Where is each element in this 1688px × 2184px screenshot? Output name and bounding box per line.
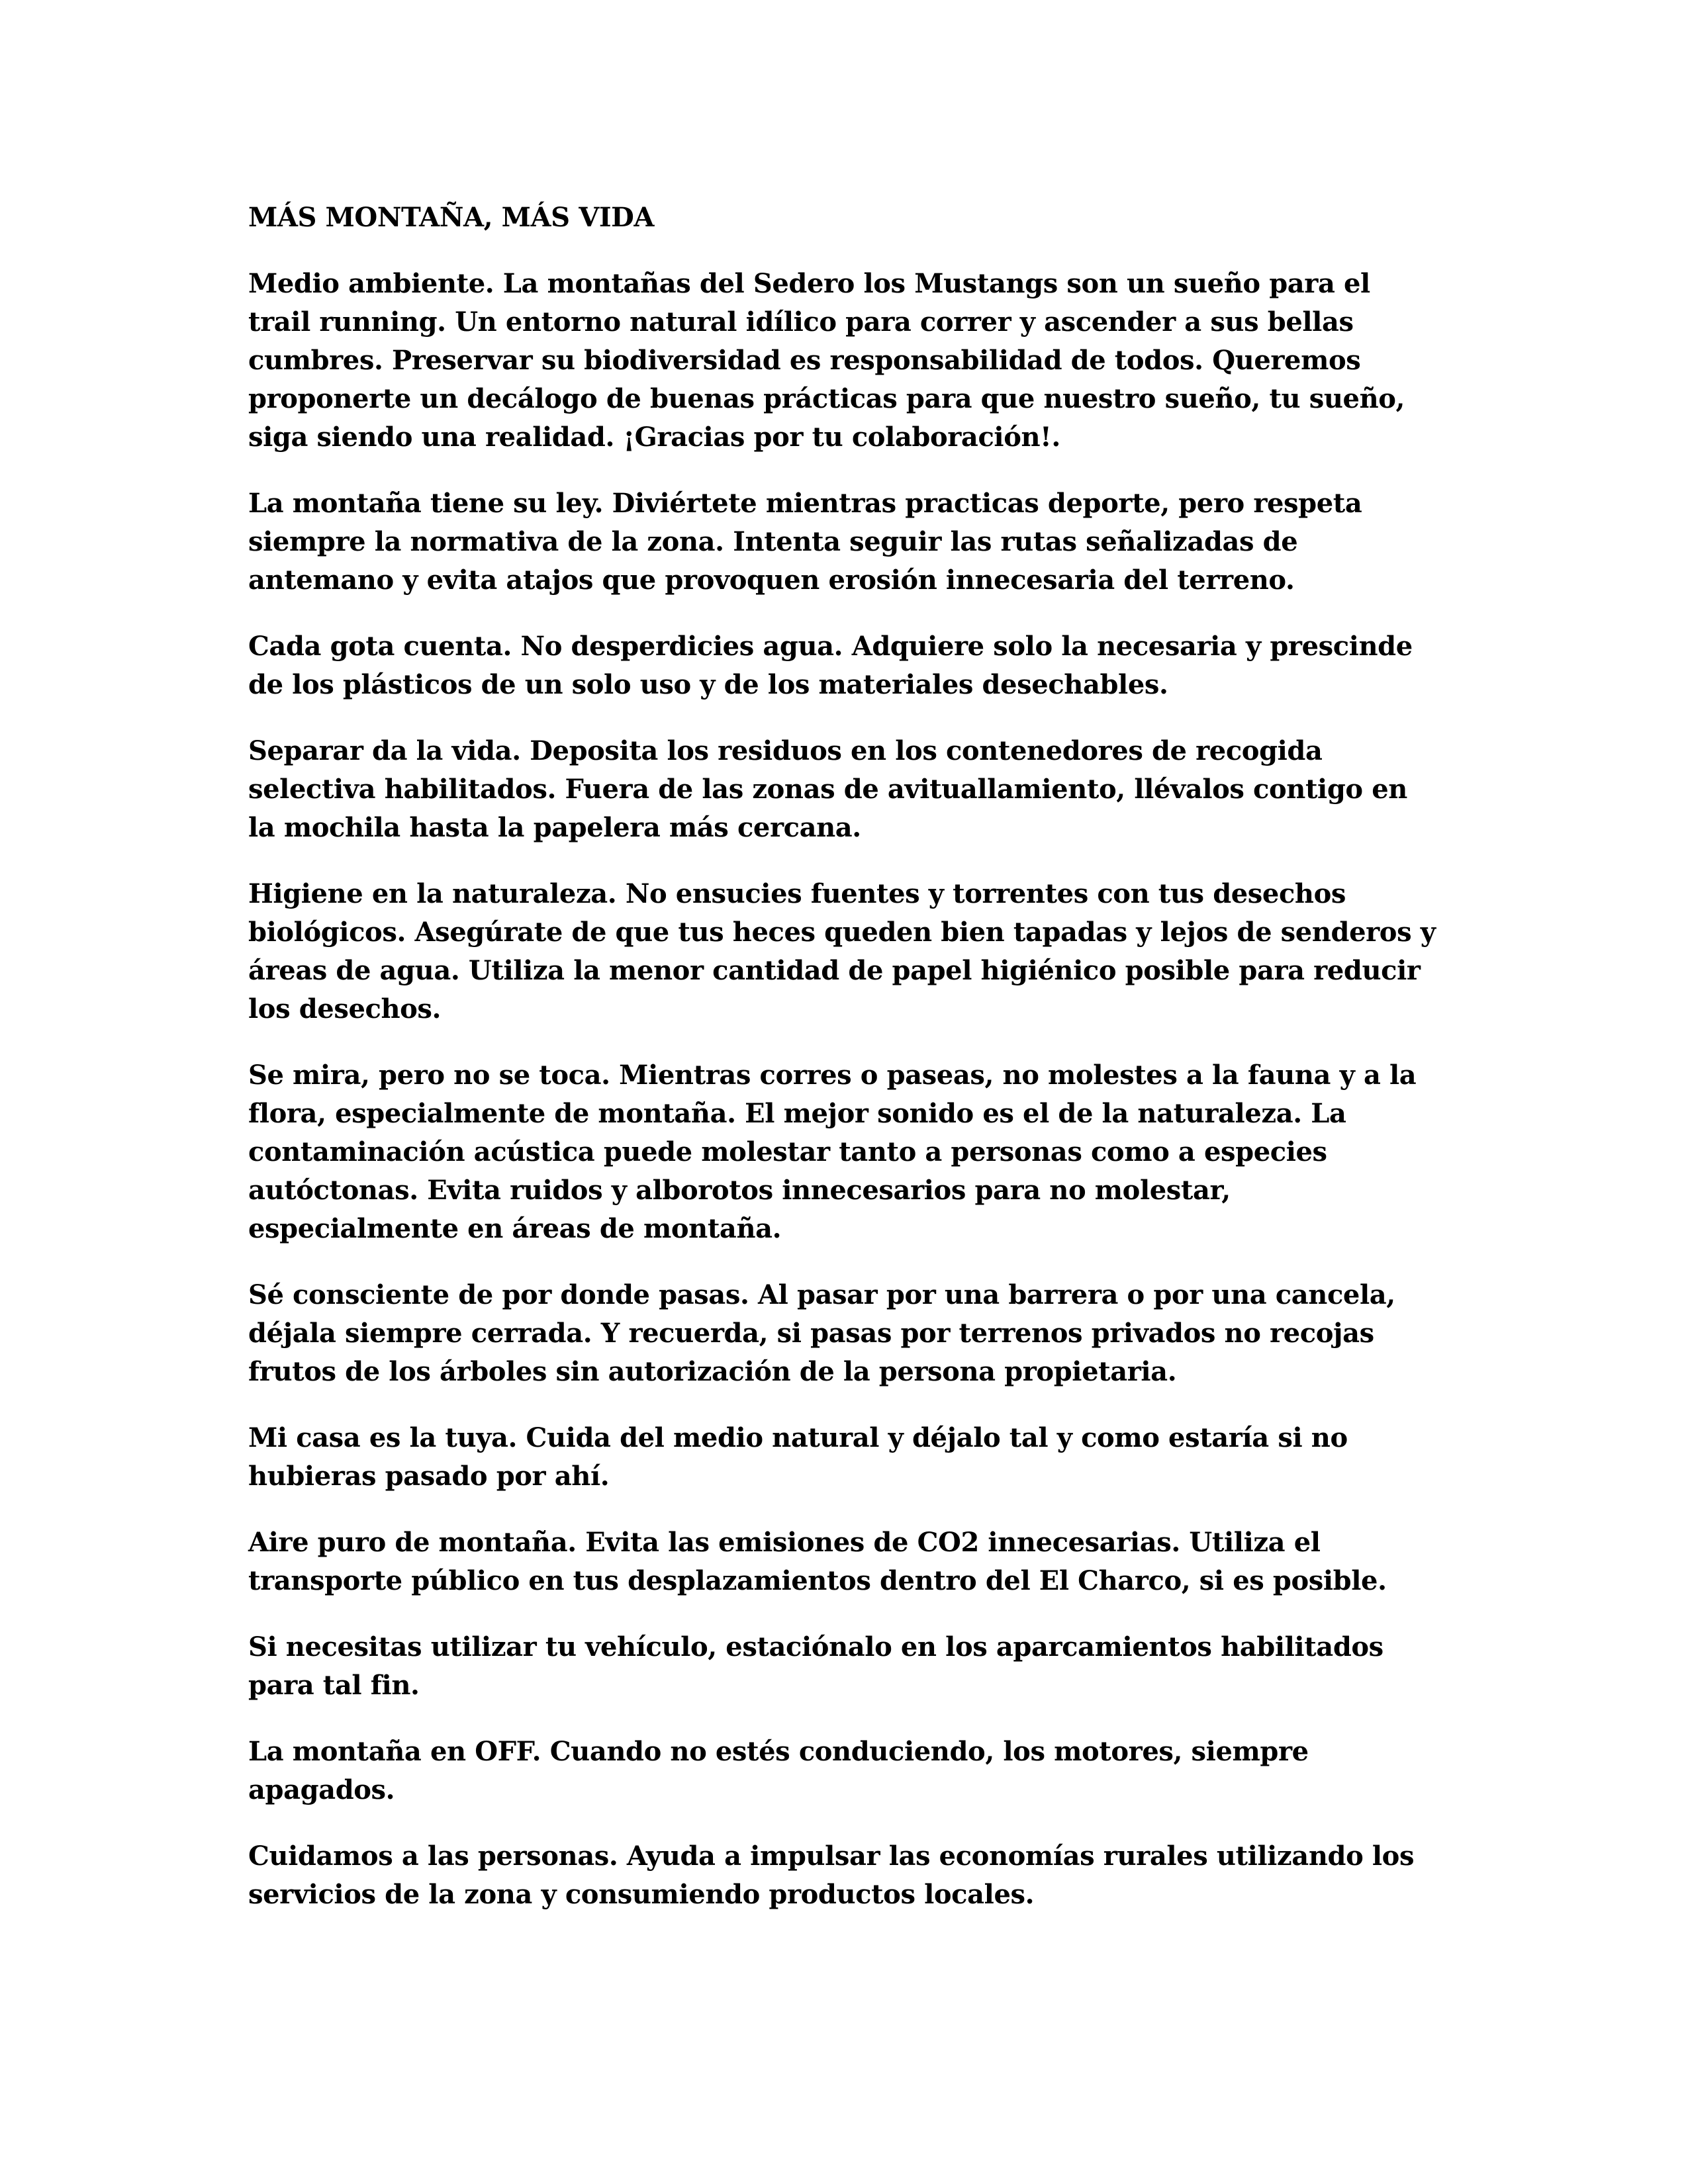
- paragraph-higiene: Higiene en la naturaleza. No ensucies fuentes y torrentes con tus desechos biológicos. Asegúrate de que tus heces queden bien tapadas y lejos de senderos y áreas de agua. Utiliza la menor cantidad de papel higiénico posible para reducir los desechos.: [248, 878, 1436, 1024]
- paragraph-motores: La montaña en OFF. Cuando no estés conduciendo, los motores, siempre apagados.: [248, 1736, 1309, 1805]
- paragraph-agua: Cada gota cuenta. No desperdicies agua. Adquiere solo la necesaria y prescinde de los plásticos de un solo uso y de los materiales desechables.: [248, 631, 1413, 700]
- paragraph-ley: La montaña tiene su ley. Diviértete mientras practicas deporte, pero respeta siempre la normativa de la zona. Intenta seguir las rutas señalizadas de antemano y evita atajos que provoquen erosión innecesaria del terreno.: [248, 488, 1362, 596]
- paragraph-vehiculo: Si necesitas utilizar tu vehículo, estaciónalo en los aparcamientos habilitados para tal fin.: [248, 1631, 1383, 1701]
- paragraph-residuos: Separar da la vida. Deposita los residuos en los contenedores de recogida selectiva habilitados. Fuera de las zonas de avituallamiento, llévalos contigo en la mochila hasta la papelera más cercana.: [248, 735, 1407, 843]
- paragraph-casa: Mi casa es la tuya. Cuida del medio natural y déjalo tal y como estaría si no hubieras pasado por ahí.: [248, 1422, 1348, 1492]
- paragraph-aire: Aire puro de montaña. Evita las emisiones de CO2 innecesarias. Utiliza el transporte público en tus desplazamientos dentro del El Charco, si es posible.: [248, 1527, 1387, 1596]
- document-title: MÁS MONTAÑA, MÁS VIDA: [248, 202, 655, 233]
- paragraph-intro: Medio ambiente. La montañas del Sedero los Mustangs son un sueño para el trail running. Un entorno natural idílico para correr y ascender a sus bellas cumbres. Preservar su biodiversidad es responsabilidad de todos. Queremos proponerte un decálogo de buenas prácticas para que nuestro sueño, tu sueño, siga siendo una realidad. ¡Gracias por tu colaboración!.: [248, 268, 1405, 453]
- document-page: [248, 199, 1440, 1914]
- paragraph-consciente: Sé consciente de por donde pasas. Al pasar por una barrera o por una cancela, déjala siempre cerrada. Y recuerda, si pasas por terrenos privados no recojas frutos de los árboles sin autorización de la persona propietaria.: [248, 1279, 1395, 1387]
- paragraph-fauna: Se mira, pero no se toca. Mientras corres o paseas, no molestes a la fauna y a la flora, especialmente de montaña. El mejor sonido es el de la naturaleza. La contaminación acústica puede molestar tanto a personas como a especies autóctonas. Evita ruidos y alborotos innecesarios para no molestar, especialmente en áreas de montaña.: [248, 1060, 1417, 1244]
- paragraph-personas: Cuidamos a las personas. Ayuda a impulsar las economías rurales utilizando los servicios de la zona y consumiendo productos locales.: [248, 1841, 1415, 1910]
